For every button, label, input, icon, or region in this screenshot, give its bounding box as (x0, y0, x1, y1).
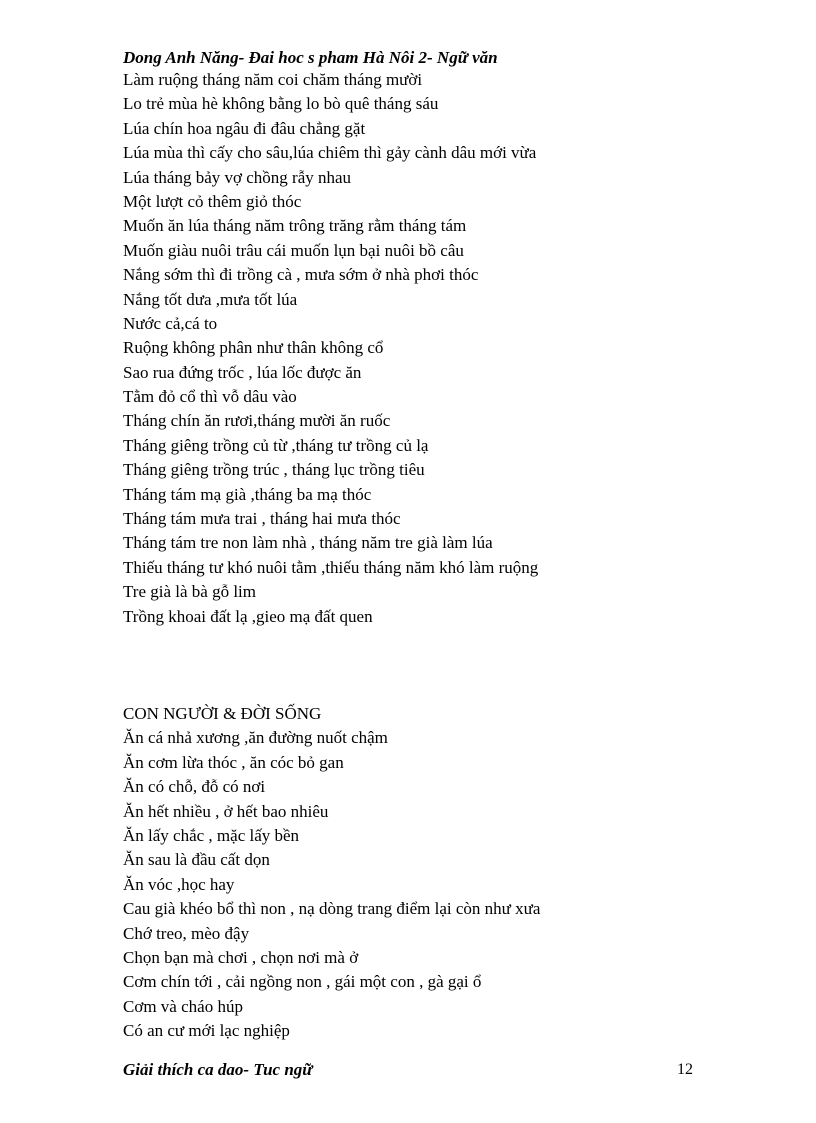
footer-title: Giải thích ca dao- Tuc ngữ (123, 1060, 313, 1079)
section-title: CON NGƯỜI & ĐỜI SỐNG (123, 704, 322, 723)
proverb-line: Ruộng không phân như thân không cổ (123, 338, 384, 358)
proverb-line: Tháng giêng trồng trúc , tháng lục trồng tiêu (123, 460, 425, 480)
proverb-line: Tháng tám mạ già ,tháng ba mạ thóc (123, 484, 372, 504)
proverb-line: Nắng tốt dưa ,mưa tốt lúa (123, 289, 298, 309)
proverb-line: Tre già là bà gỗ lim (123, 582, 256, 602)
proverb-line: Chọn bạn mà chơi , chọn nơi mà ở (123, 947, 359, 967)
proverb-line: Ăn cá nhả xương ,ăn đường nuốt chậm (123, 728, 388, 748)
proverb-line: Có an cư mới lạc nghiệp (123, 1021, 290, 1041)
proverb-line: Một lượt cỏ thêm giỏ thóc (123, 191, 302, 211)
proverb-line: Tháng tám mưa trai , tháng hai mưa thóc (123, 509, 401, 529)
proverb-line: Tháng chín ăn rươi,tháng mười ăn ruốc (123, 411, 391, 431)
proverb-line: Lúa mùa thì cấy cho sâu,lúa chiêm thì gảy cành dâu mới vừa (123, 143, 537, 163)
proverb-line: Sao rua đứng trốc , lúa lốc được ăn (123, 362, 362, 382)
proverb-line: Tằm đỏ cổ thì vỗ dâu vào (123, 387, 297, 407)
proverb-line: Lúa chín hoa ngâu đi đâu chẳng gặt (123, 118, 366, 138)
page-number: 12 (677, 1061, 693, 1078)
proverb-line: Làm ruộng tháng năm coi chăm tháng mười (123, 70, 423, 89)
proverb-line: Lúa tháng bảy vợ chồng rẫy nhau (123, 167, 352, 187)
proverb-line: Cau già khéo bổ thì non , nạ dòng trang điểm lại còn như xưa (123, 899, 541, 919)
proverb-line: Cơm chín tới , cải ngồng non , gái một con , gà gại ổ (123, 972, 482, 992)
proverb-line: Muốn giàu nuôi trâu cái muốn lụn bại nuôi bồ câu (123, 240, 464, 260)
proverb-list-agriculture (123, 68, 763, 629)
proverb-line: Nắng sớm thì đi trồng cà , mưa sớm ở nhà phơi thóc (123, 265, 479, 285)
proverb-line: Ăn lấy chắc , mặc lấy bền (123, 825, 300, 845)
proverb-line: Muốn ăn lúa tháng năm trông trăng rằm tháng tám (123, 216, 467, 236)
proverb-line: Tháng giêng trồng củ từ ,tháng tư trồng củ lạ (123, 435, 429, 455)
proverb-line: Nước cả,cá to (123, 313, 218, 333)
proverb-line: Tháng tám tre non làm nhà , tháng năm tre già làm lúa (123, 533, 493, 553)
proverb-line: Cơm và cháo húp (123, 996, 243, 1016)
proverb-line: Chớ treo, mèo đậy (123, 923, 250, 943)
proverb-line: Lo trẻ mùa hè không bằng lo bò quê tháng sáu (123, 94, 439, 114)
proverb-list-people-life (123, 702, 763, 1043)
proverb-line: Ăn vóc ,học hay (123, 874, 235, 894)
proverb-line: Ăn hết nhiều , ở hết bao nhiêu (123, 801, 329, 821)
proverb-line: Ăn sau là đầu cất dọn (123, 850, 270, 870)
page-header: Dong Anh Năng- Đai hoc s pham Hà Nôi 2- Ngữ văn (123, 48, 498, 67)
proverb-line: Trồng khoai đất lạ ,gieo mạ đất quen (123, 606, 373, 626)
proverb-line: Ăn có chỗ, đỗ có nơi (123, 777, 266, 797)
proverb-line: Thiếu tháng tư khó nuôi tằm ,thiếu tháng năm khó làm ruộng (123, 557, 539, 577)
proverb-line: Ăn cơm lừa thóc , ăn cóc bỏ gan (123, 752, 344, 772)
